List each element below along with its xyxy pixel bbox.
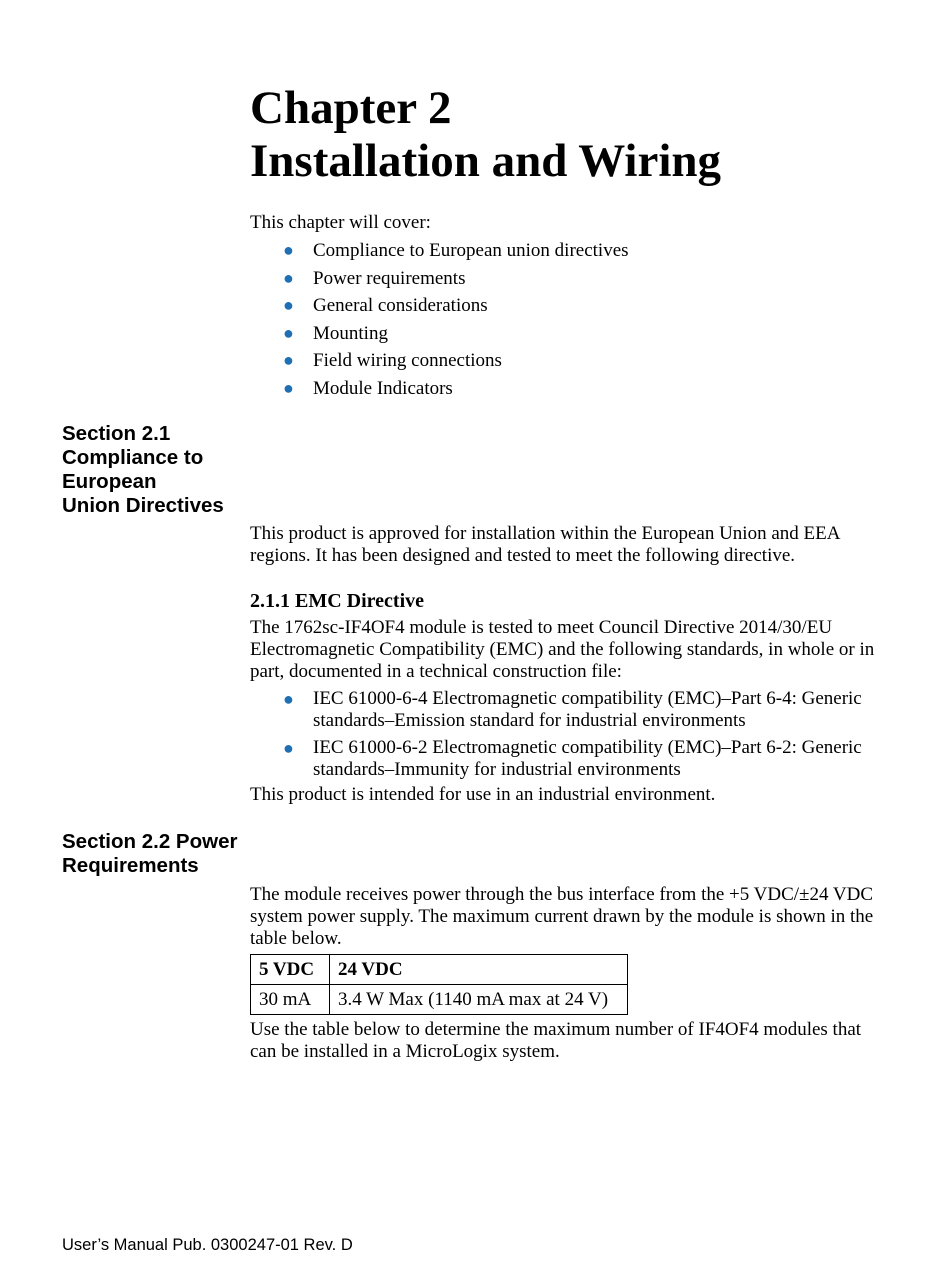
section-2-2-heading: Section 2.2 Power Requirements xyxy=(62,830,238,877)
table-header-row xyxy=(251,955,628,985)
chapter-number: Chapter 2 xyxy=(250,82,452,134)
after-table-paragraph: Use the table below to determine the maximum number of IF4OF4 modules that can be installed in a MicroLogix system. xyxy=(250,1019,862,1062)
list-item: ● Power requirements xyxy=(250,265,875,293)
after-table-body xyxy=(250,1019,875,1063)
subsection-2-1-1-heading: 2.1.1 EMC Directive xyxy=(250,590,425,612)
bullet-icon: ● xyxy=(283,267,294,288)
table-header: 5 VDC xyxy=(251,955,330,985)
bullet-icon: ● xyxy=(283,738,294,758)
bullet-icon: ● xyxy=(283,350,294,371)
section-2-2-body xyxy=(250,884,875,950)
section-2-1-body xyxy=(250,523,875,567)
table-row xyxy=(251,985,628,1015)
power-paragraph: The module receives power through the bus interface from the +5 VDC/±24 VDC system power supply. The maximum current drawn by the module is shown in the table below. xyxy=(250,884,874,949)
chapter-intro xyxy=(250,212,875,403)
list-item: ● Module Indicators xyxy=(250,375,875,403)
bullet-icon: ● xyxy=(283,377,294,398)
table-cell: 3.4 W Max (1140 mA max at 24 V) xyxy=(330,985,628,1015)
emc-paragraph: The 1762sc-IF4OF4 module is tested to meet Council Directive 2014/30/EU Electromagnetic Compatibility (EMC) and the following standards, in whole or in part, documented in a technical construction file: xyxy=(250,617,875,682)
list-item: ● IEC 61000-6-4 Electromagnetic compatibility (EMC)–Part 6-4: Generic standards–Emission standard for industrial environments xyxy=(283,688,862,731)
list-item: ● General considerations xyxy=(250,292,875,320)
chapter-name: Installation and Wiring xyxy=(250,135,722,187)
intro-lead: This chapter will cover: xyxy=(250,212,431,233)
subsection-2-1-1-body xyxy=(250,617,875,806)
bullet-icon: ● xyxy=(283,295,294,316)
bullet-icon: ● xyxy=(283,322,294,343)
list-item: ● Compliance to European union directives xyxy=(250,237,875,265)
bullet-icon: ● xyxy=(283,689,294,709)
bullet-icon: ● xyxy=(283,240,294,260)
cover-list xyxy=(250,237,875,403)
table-header: 24 VDC xyxy=(330,955,628,985)
industrial-note: This product is intended for use in an industrial environment. xyxy=(250,784,716,805)
power-table xyxy=(250,954,628,1015)
standards-list xyxy=(250,688,875,781)
section-2-1-heading: Section 2.1 Compliance to European Union Directives xyxy=(62,422,224,517)
table-cell: 30 mA xyxy=(251,985,330,1015)
list-item: ● Mounting xyxy=(250,320,875,348)
page-footer: User’s Manual Pub. 0300247-01 Rev. D xyxy=(62,1236,353,1254)
chapter-title xyxy=(250,82,721,188)
section-2-1-paragraph: This product is approved for installation within the European Union and EEA regions. It has been designed and tested to meet the following directive. xyxy=(250,523,840,566)
list-item: ● IEC 61000-6-2 Electromagnetic compatibility (EMC)–Part 6-2: Generic standards–Immunity for industrial environments xyxy=(283,737,862,780)
list-item: ● Field wiring connections xyxy=(250,347,875,375)
